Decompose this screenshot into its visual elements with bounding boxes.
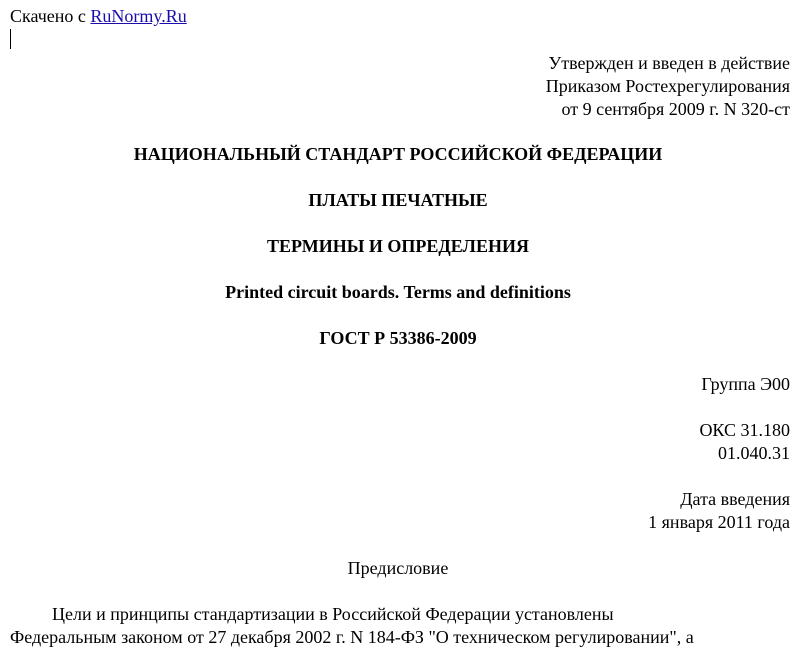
foreword-title: Предисловие bbox=[347, 558, 449, 578]
text-cursor bbox=[10, 29, 11, 49]
group-block bbox=[701, 373, 790, 396]
source-line bbox=[10, 5, 187, 28]
approval-line-1: Утвержден и введен в действие bbox=[548, 53, 790, 73]
standard-designation: ГОСТ Р 53386-2009 bbox=[319, 328, 477, 348]
approval-line-3: от 9 сентября 2009 г. N 320-ст bbox=[561, 99, 790, 119]
source-prefix: Скачено с bbox=[10, 6, 91, 26]
group-code: Группа Э00 bbox=[701, 374, 790, 394]
source-link[interactable]: RuNormy.Ru bbox=[90, 6, 187, 26]
foreword-line-2-text: Федеральным законом от 27 декабря 2002 г. N 184-ФЗ "О техническом регулировании", а bbox=[10, 627, 694, 647]
approval-block bbox=[546, 52, 790, 121]
oks-line-1: ОКС 31.180 bbox=[699, 420, 790, 440]
foreword-paragraph-line-1 bbox=[10, 603, 748, 626]
standard-type-heading: НАЦИОНАЛЬНЫЙ СТАНДАРТ РОССИЙСКОЙ ФЕДЕРАЦИИ bbox=[133, 144, 663, 164]
effective-date-block bbox=[648, 488, 790, 534]
title-line-1: ПЛАТЫ ПЕЧАТНЫЕ bbox=[308, 190, 488, 210]
english-title: Printed circuit boards. Terms and definitions bbox=[225, 282, 571, 302]
oks-block bbox=[699, 419, 790, 465]
approval-line-2: Приказом Ростехрегулирования bbox=[545, 76, 790, 96]
effective-date-value: 1 января 2011 года bbox=[648, 512, 790, 532]
oks-line-2: 01.040.31 bbox=[718, 443, 790, 463]
effective-date-label: Дата введения bbox=[680, 489, 790, 509]
title-line-2: ТЕРМИНЫ И ОПРЕДЕЛЕНИЯ bbox=[267, 236, 529, 256]
foreword-line-1-text: Цели и принципы стандартизации в Российской Федерации установлены bbox=[52, 604, 614, 624]
